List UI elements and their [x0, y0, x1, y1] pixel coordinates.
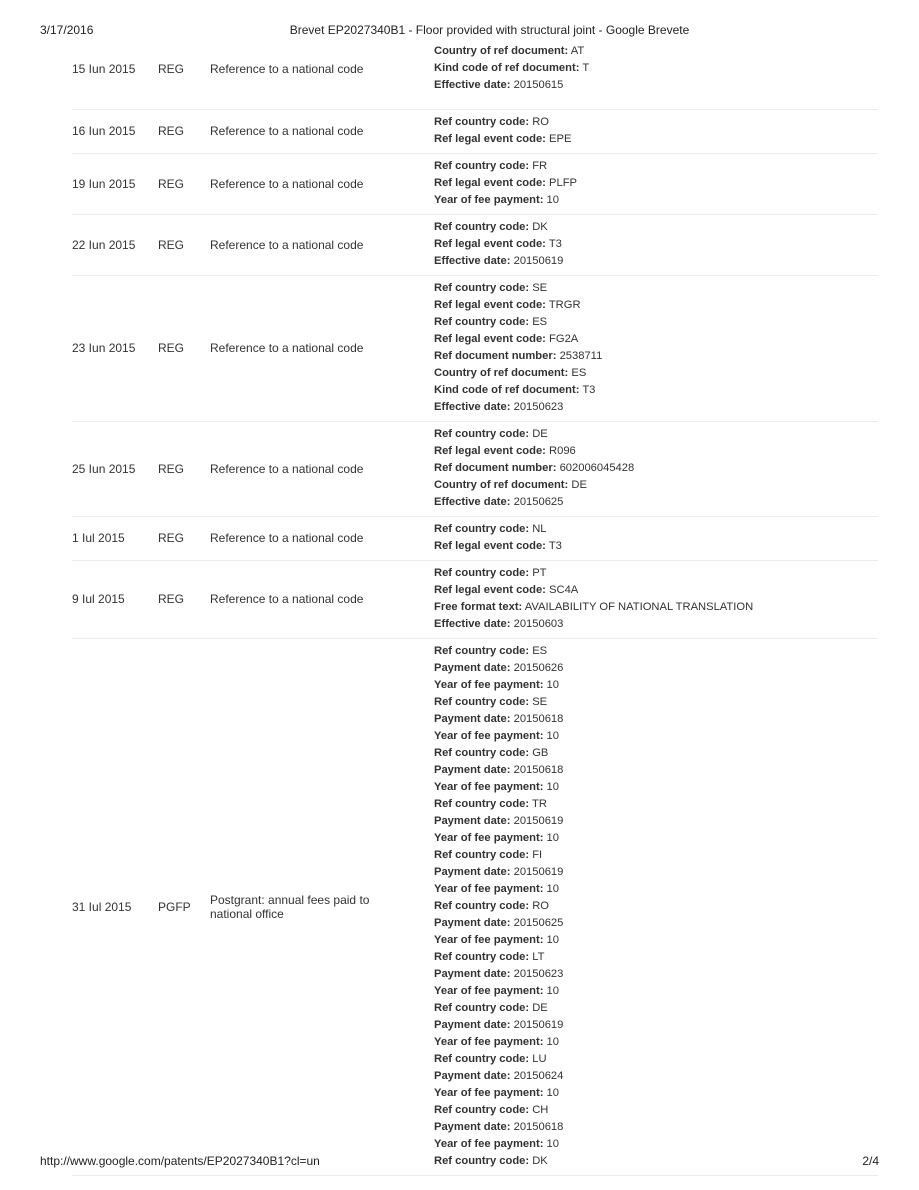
table-row [72, 154, 878, 215]
detail-label: Ref country code: [434, 523, 530, 535]
detail-line [434, 77, 878, 94]
detail-value: 20150624 [513, 1070, 564, 1082]
table-row [72, 110, 878, 154]
table-row [72, 422, 878, 517]
detail-value: 20150615 [513, 79, 564, 91]
detail-line [434, 331, 878, 348]
detail-line [434, 1017, 878, 1034]
page-number: 2/4 [862, 1154, 879, 1168]
detail-line [434, 932, 878, 949]
detail-value: 602006045428 [559, 462, 635, 474]
detail-value: 20150623 [513, 968, 564, 980]
detail-label: Country of ref document: [434, 45, 569, 57]
detail-line [434, 898, 878, 915]
detail-label: Country of ref document: [434, 479, 569, 491]
page-url: http://www.google.com/patents/EP2027340B1?cl=un [40, 1154, 320, 1168]
event-details [434, 643, 878, 1170]
event-details [434, 280, 878, 416]
detail-label: Payment date: [434, 917, 511, 929]
detail-label: Year of fee payment: [434, 194, 544, 206]
event-description: Reference to a national code [210, 124, 364, 138]
event-date: 15 Iun 2015 [72, 61, 136, 76]
detail-label: Ref legal event code: [434, 177, 546, 189]
detail-label: Year of fee payment: [434, 1087, 544, 1099]
detail-label: Effective date: [434, 496, 511, 508]
detail-label: Ref country code: [434, 428, 530, 440]
detail-line [434, 711, 878, 728]
detail-value: DE [532, 1002, 548, 1014]
event-description: Postgrant: annual fees paid to national office [210, 892, 370, 921]
detail-value: RO [532, 116, 549, 128]
detail-line [434, 983, 878, 1000]
event-date: 22 Iun 2015 [72, 237, 136, 252]
detail-label: Payment date: [434, 662, 511, 674]
event-code: REG [158, 61, 185, 76]
detail-label: Effective date: [434, 401, 511, 413]
event-details [434, 521, 878, 555]
detail-value: GB [532, 747, 549, 759]
detail-value: 20150618 [513, 1121, 564, 1133]
detail-label: Ref country code: [434, 221, 530, 233]
detail-value: DK [532, 221, 548, 233]
detail-line [434, 1034, 878, 1051]
detail-value: LU [532, 1053, 547, 1065]
detail-line [434, 219, 878, 236]
detail-value: T3 [582, 384, 596, 396]
detail-value: DE [532, 428, 548, 440]
detail-line [434, 443, 878, 460]
detail-line [434, 881, 878, 898]
detail-line [434, 813, 878, 830]
event-description: Reference to a national code [210, 461, 364, 476]
detail-value: 10 [546, 730, 559, 742]
detail-value: RO [532, 900, 549, 912]
detail-label: Year of fee payment: [434, 832, 544, 844]
detail-line [434, 1119, 878, 1136]
detail-label: Payment date: [434, 764, 511, 776]
event-description: Reference to a national code [210, 592, 364, 606]
detail-line [434, 1000, 878, 1017]
detail-value: T [582, 62, 590, 74]
detail-value: 10 [546, 1087, 559, 1099]
event-details [434, 219, 878, 270]
event-date: 16 Iun 2015 [72, 124, 136, 138]
detail-label: Ref country code: [434, 798, 530, 810]
event-code: REG [158, 176, 185, 191]
detail-label: Year of fee payment: [434, 883, 544, 895]
detail-value: 20150625 [513, 917, 564, 929]
detail-line [434, 1051, 878, 1068]
detail-label: Ref country code: [434, 1002, 530, 1014]
detail-label: Payment date: [434, 815, 511, 827]
detail-value: 10 [546, 679, 559, 691]
detail-line [434, 365, 878, 382]
detail-label: Ref country code: [434, 282, 530, 294]
detail-line [434, 348, 878, 365]
detail-value: NL [532, 523, 547, 535]
detail-value: CH [532, 1104, 549, 1116]
detail-label: Year of fee payment: [434, 1138, 544, 1150]
detail-line [434, 280, 878, 297]
detail-label: Ref country code: [434, 116, 530, 128]
detail-label: Payment date: [434, 713, 511, 725]
event-code: PGFP [158, 899, 191, 914]
detail-line [434, 399, 878, 416]
detail-value: 20150619 [513, 255, 564, 267]
legal-events-table [72, 40, 878, 1176]
event-date: 25 Iun 2015 [72, 461, 136, 476]
table-row [72, 276, 878, 422]
detail-line [434, 643, 878, 660]
detail-value: SE [532, 696, 548, 708]
detail-label: Year of fee payment: [434, 679, 544, 691]
detail-line [434, 582, 878, 599]
detail-value: 10 [546, 1138, 559, 1150]
detail-value: ES [532, 316, 548, 328]
event-description: Reference to a national code [210, 531, 364, 545]
detail-value: 20150618 [513, 764, 564, 776]
detail-value: 20150619 [513, 815, 564, 827]
detail-line [434, 949, 878, 966]
detail-value: DE [571, 479, 587, 491]
detail-line [434, 864, 878, 881]
detail-line [434, 114, 878, 131]
detail-value: TRGR [548, 299, 581, 311]
event-code: REG [158, 531, 185, 545]
detail-value: AT [570, 45, 585, 57]
event-date: 9 Iul 2015 [72, 592, 125, 606]
detail-value: ES [571, 367, 587, 379]
detail-line [434, 915, 878, 932]
detail-line [434, 494, 878, 511]
detail-label: Payment date: [434, 1121, 511, 1133]
detail-line [434, 175, 878, 192]
detail-value: DK [532, 1155, 548, 1167]
detail-line [434, 192, 878, 209]
detail-label: Payment date: [434, 866, 511, 878]
detail-value: 10 [546, 934, 559, 946]
detail-label: Year of fee payment: [434, 934, 544, 946]
detail-value: ES [532, 645, 548, 657]
detail-value: 10 [546, 781, 559, 793]
detail-label: Ref country code: [434, 849, 530, 861]
event-date: 31 Iul 2015 [72, 899, 132, 914]
detail-line [434, 253, 878, 270]
event-details [434, 426, 878, 511]
detail-label: Country of ref document: [434, 367, 569, 379]
detail-label: Payment date: [434, 1019, 511, 1031]
event-description: Reference to a national code [210, 176, 364, 191]
table-row [72, 639, 878, 1176]
detail-label: Year of fee payment: [434, 1036, 544, 1048]
detail-line [434, 297, 878, 314]
detail-label: Kind code of ref document: [434, 384, 580, 396]
detail-value: SC4A [549, 584, 579, 596]
detail-value: PT [532, 567, 547, 579]
detail-value: PLFP [549, 177, 578, 189]
detail-label: Ref legal event code: [434, 540, 546, 552]
detail-value: T3 [548, 540, 562, 552]
detail-line [434, 599, 878, 616]
detail-line [434, 830, 878, 847]
detail-value: LT [532, 951, 545, 963]
detail-line [434, 762, 878, 779]
event-code: REG [158, 341, 185, 355]
table-row [72, 517, 878, 561]
detail-line [434, 660, 878, 677]
table-row [72, 215, 878, 276]
detail-value: AVAILABILITY OF NATIONAL TRANSLATION [524, 601, 754, 613]
detail-label: Effective date: [434, 79, 511, 91]
detail-label: Ref country code: [434, 160, 530, 172]
detail-value: FI [532, 849, 543, 861]
detail-label: Ref legal event code: [434, 299, 546, 311]
detail-value: 20150603 [513, 618, 564, 630]
detail-value: 20150623 [513, 401, 564, 413]
detail-label: Ref country code: [434, 316, 530, 328]
detail-label: Kind code of ref document: [434, 62, 580, 74]
detail-line [434, 521, 878, 538]
detail-value: 10 [546, 832, 559, 844]
detail-label: Ref country code: [434, 1104, 530, 1116]
detail-value: FG2A [549, 333, 579, 345]
detail-label: Ref country code: [434, 1155, 530, 1167]
detail-value: 10 [546, 194, 559, 206]
detail-line [434, 158, 878, 175]
detail-label: Ref legal event code: [434, 238, 546, 250]
detail-label: Effective date: [434, 255, 511, 267]
detail-line [434, 131, 878, 148]
detail-value: 20150618 [513, 713, 564, 725]
detail-value: 10 [546, 883, 559, 895]
event-date: 23 Iun 2015 [72, 341, 136, 355]
event-code: REG [158, 124, 185, 138]
detail-value: 20150626 [513, 662, 564, 674]
detail-line [434, 847, 878, 864]
detail-value: EPE [549, 133, 572, 145]
detail-label: Ref country code: [434, 1053, 530, 1065]
detail-line [434, 694, 878, 711]
detail-label: Ref legal event code: [434, 133, 546, 145]
detail-line [434, 538, 878, 555]
event-details [434, 43, 878, 94]
detail-line [434, 382, 878, 399]
detail-line [434, 728, 878, 745]
detail-line [434, 1068, 878, 1085]
event-description: Reference to a national code [210, 61, 364, 76]
detail-label: Year of fee payment: [434, 985, 544, 997]
event-details [434, 114, 878, 148]
event-description: Reference to a national code [210, 341, 364, 355]
table-row [72, 561, 878, 639]
detail-value: 20150625 [513, 496, 564, 508]
detail-line [434, 236, 878, 253]
detail-line [434, 779, 878, 796]
detail-label: Ref document number: [434, 350, 557, 362]
detail-label: Ref country code: [434, 567, 530, 579]
detail-line [434, 1085, 878, 1102]
detail-line [434, 460, 878, 477]
detail-line [434, 966, 878, 983]
event-code: REG [158, 592, 185, 606]
detail-value: 20150619 [513, 1019, 564, 1031]
detail-value: T3 [548, 238, 562, 250]
detail-label: Ref country code: [434, 645, 530, 657]
detail-label: Year of fee payment: [434, 730, 544, 742]
detail-value: 10 [546, 1036, 559, 1048]
event-details [434, 158, 878, 209]
detail-label: Ref country code: [434, 747, 530, 759]
detail-line [434, 616, 878, 633]
event-description: Reference to a national code [210, 237, 364, 252]
detail-value: TR [532, 798, 547, 810]
detail-line [434, 1153, 878, 1170]
event-date: 19 Iun 2015 [72, 176, 136, 191]
detail-line [434, 60, 878, 77]
table-row [72, 40, 878, 110]
detail-value: 10 [546, 985, 559, 997]
detail-value: SE [532, 282, 548, 294]
event-date: 1 Iul 2015 [72, 531, 125, 545]
detail-label: Free format text: [434, 601, 523, 613]
detail-line [434, 477, 878, 494]
detail-line [434, 677, 878, 694]
detail-label: Ref document number: [434, 462, 557, 474]
detail-label: Payment date: [434, 968, 511, 980]
detail-label: Effective date: [434, 618, 511, 630]
detail-line [434, 43, 878, 60]
detail-line [434, 1136, 878, 1153]
detail-value: 2538711 [559, 350, 603, 362]
event-code: REG [158, 461, 185, 476]
detail-label: Ref country code: [434, 951, 530, 963]
detail-line [434, 745, 878, 762]
detail-label: Ref legal event code: [434, 445, 546, 457]
detail-label: Ref legal event code: [434, 333, 546, 345]
event-code: REG [158, 237, 185, 252]
detail-label: Ref legal event code: [434, 584, 546, 596]
detail-label: Year of fee payment: [434, 781, 544, 793]
detail-line [434, 426, 878, 443]
detail-line [434, 314, 878, 331]
detail-line [434, 1102, 878, 1119]
event-details [434, 565, 878, 633]
detail-line [434, 565, 878, 582]
detail-value: FR [532, 160, 548, 172]
detail-label: Payment date: [434, 1070, 511, 1082]
print-date: 3/17/2016 [40, 23, 94, 37]
detail-value: R096 [549, 445, 576, 457]
page-title: Brevet EP2027340B1 - Floor provided with structural joint - Google Brevete [289, 23, 690, 37]
detail-line [434, 796, 878, 813]
detail-label: Ref country code: [434, 900, 530, 912]
detail-label: Ref country code: [434, 696, 530, 708]
detail-value: 20150619 [513, 866, 564, 878]
